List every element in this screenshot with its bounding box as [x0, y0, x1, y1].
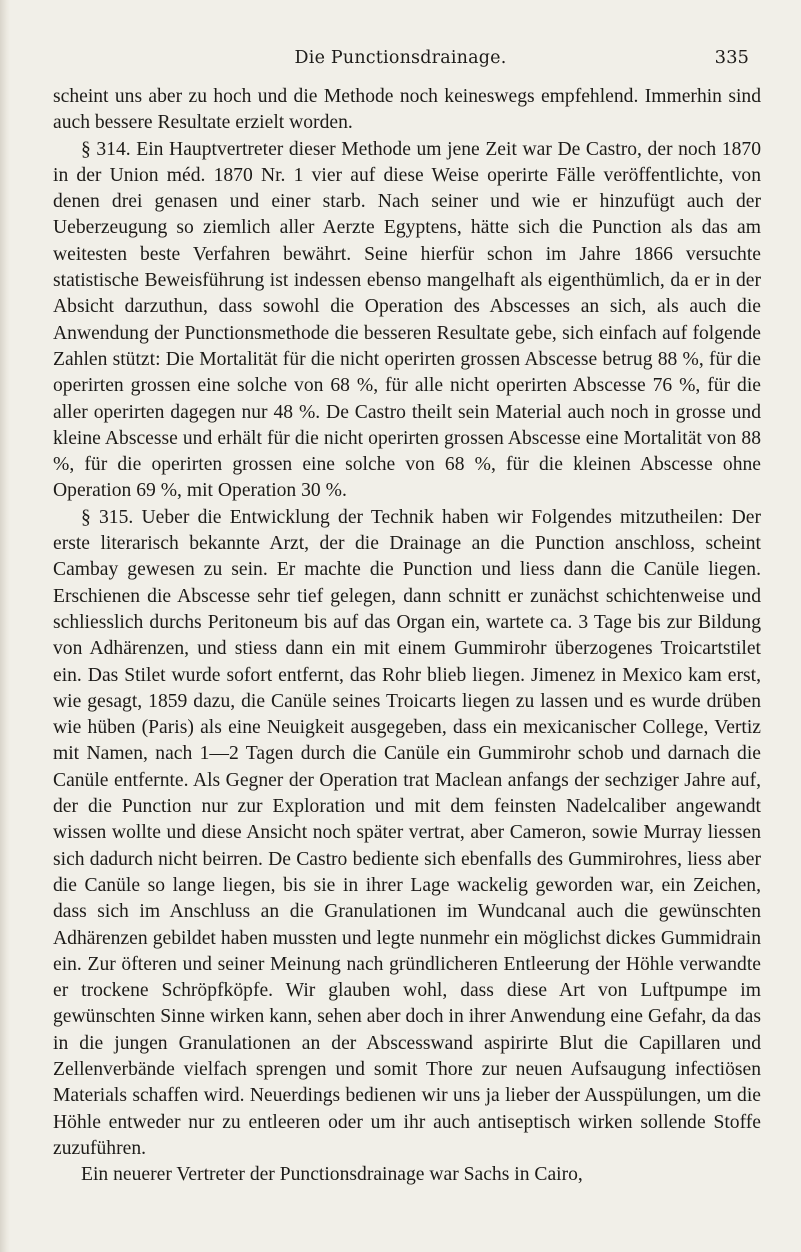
page-header [0, 44, 801, 76]
page-gutter-shadow [0, 0, 10, 1252]
paragraph-section-315: § 315. Ueber die Entwicklung der Technik haben wir Folgendes mitzutheilen: Der erste literarisch bekannte Arzt, der die Drainage an die Punction anschloss, scheint Cambay gewesen zu sein. Er machte die Punction und liess dann die Canüle liegen. Erschienen die Abscesse sehr tief gelegen, dann schnitt er zunächst schichtenweise und schliesslich durchs Peritoneum bis auf das Organ ein, wartete ca. 3 Tage bis zur Bildung von Adhärenzen, und stiess dann ein mit einem Gummirohr überzogenes Troicartstilet ein. Das Stilet wurde sofort entfernt, das Rohr blieb liegen. Jimenez in Mexico kam erst, wie gesagt, 1859 dazu, die Canüle seines Troicarts liegen zu lassen und es wurde drüben wie hüben (Paris) als eine Neuigkeit ausgegeben, dass ein mexicanischer College, Vertiz mit Namen, nach 1—2 Tagen durch die Canüle ein Gummirohr schob und darnach die Canüle entfernte. Als Gegner der Operation trat Maclean anfangs der sechziger Jahre auf, der die Punction nur zur Exploration und mit dem feinsten Nadelcaliber angewandt wissen wollte und diese Ansicht noch später vertrat, aber Cameron, sowie Murray liessen sich dadurch nicht beirren. De Castro bediente sich ebenfalls des Gummirohres, liess aber die Canüle so lange liegen, bis sie in ihrer Lage wackelig geworden war, ein Zeichen, dass sich im Anschluss an die Granulationen im Wundcanal auch die gewünschten Adhärenzen gebildet haben mussten und legte nunmehr ein möglichst dickes Gummidrain ein. Zur öfteren und seiner Meinung nach gründlicheren Entleerung der Höhle verwandte er trockene Schröpfköpfe. Wir glauben wohl, dass diese Art von Luftpumpe im gewünschten Sinne wirken kann, sehen aber doch in ihrer Anwendung eine Gefahr, da das in die jungen Granulationen an der Abscesswand aspirirte Blut die Capillaren und Zellenverbände vielfach sprengen und somit Thore zur neuen Aufsaugung infectiösen Materials schaffen wird. Neuerdings bedienen wir uns ja lieber der Ausspülungen, um die Höhle entweder nur zu entleeren oder um ihr auch antiseptisch wirken sollende Stoffe zuzuführen. [53, 506, 761, 1159]
page-number: 335 [714, 47, 749, 68]
paragraph-continuation: scheint uns aber zu hoch und die Methode noch keineswegs empfehlend. Immerhin sind auch bessere Resultate erzielt worden. [53, 86, 761, 134]
paragraph-section-314: § 314. Ein Hauptvertreter dieser Methode um jene Zeit war De Castro, der noch 1870 in der Union méd. 1870 Nr. 1 vier auf diese Weise operirte Fälle veröffentlichte, von denen drei genasen und einer starb. Nach seiner und wie er hinzufügt auch der Ueberzeugung so ziemlich aller Aerzte Egyptens, hätte sich die Punction als das am weitesten beste Verfahren bewährt. Seine hierfür schon im Jahre 1866 versuchte statistische Beweisführung ist indessen ebenso mangelhaft als eigenthümlich, da er in der Absicht darzuthun, dass sowohl die Operation des Abscesses an sich, als auch die Anwendung der Punctionsmethode die besseren Resultate gebe, sich einfach auf folgende Zahlen stützt: Die Mortalität für die nicht operirten grossen Abscesse betrug 88 %, für die operirten grossen eine solche von 68 %, für alle nicht operirten Abscesse 76 %, für die aller operirten dagegen nur 48 %. De Castro theilt sein Material auch noch in grosse und kleine Abscesse und erhält für die nicht operirten grossen Abscesse eine Mortalität von 88 %, für die operirten grossen eine solche von 68 %, für die kleinen Abscesse ohne Operation 69 %, mit Operation 30 %. [53, 138, 761, 502]
running-title: Die Punctionsdrainage. [294, 48, 507, 68]
paragraph-final-line: Ein neuerer Vertreter der Punctionsdrainage war Sachs in Cairo, [81, 1164, 583, 1186]
body-text [53, 84, 761, 1188]
